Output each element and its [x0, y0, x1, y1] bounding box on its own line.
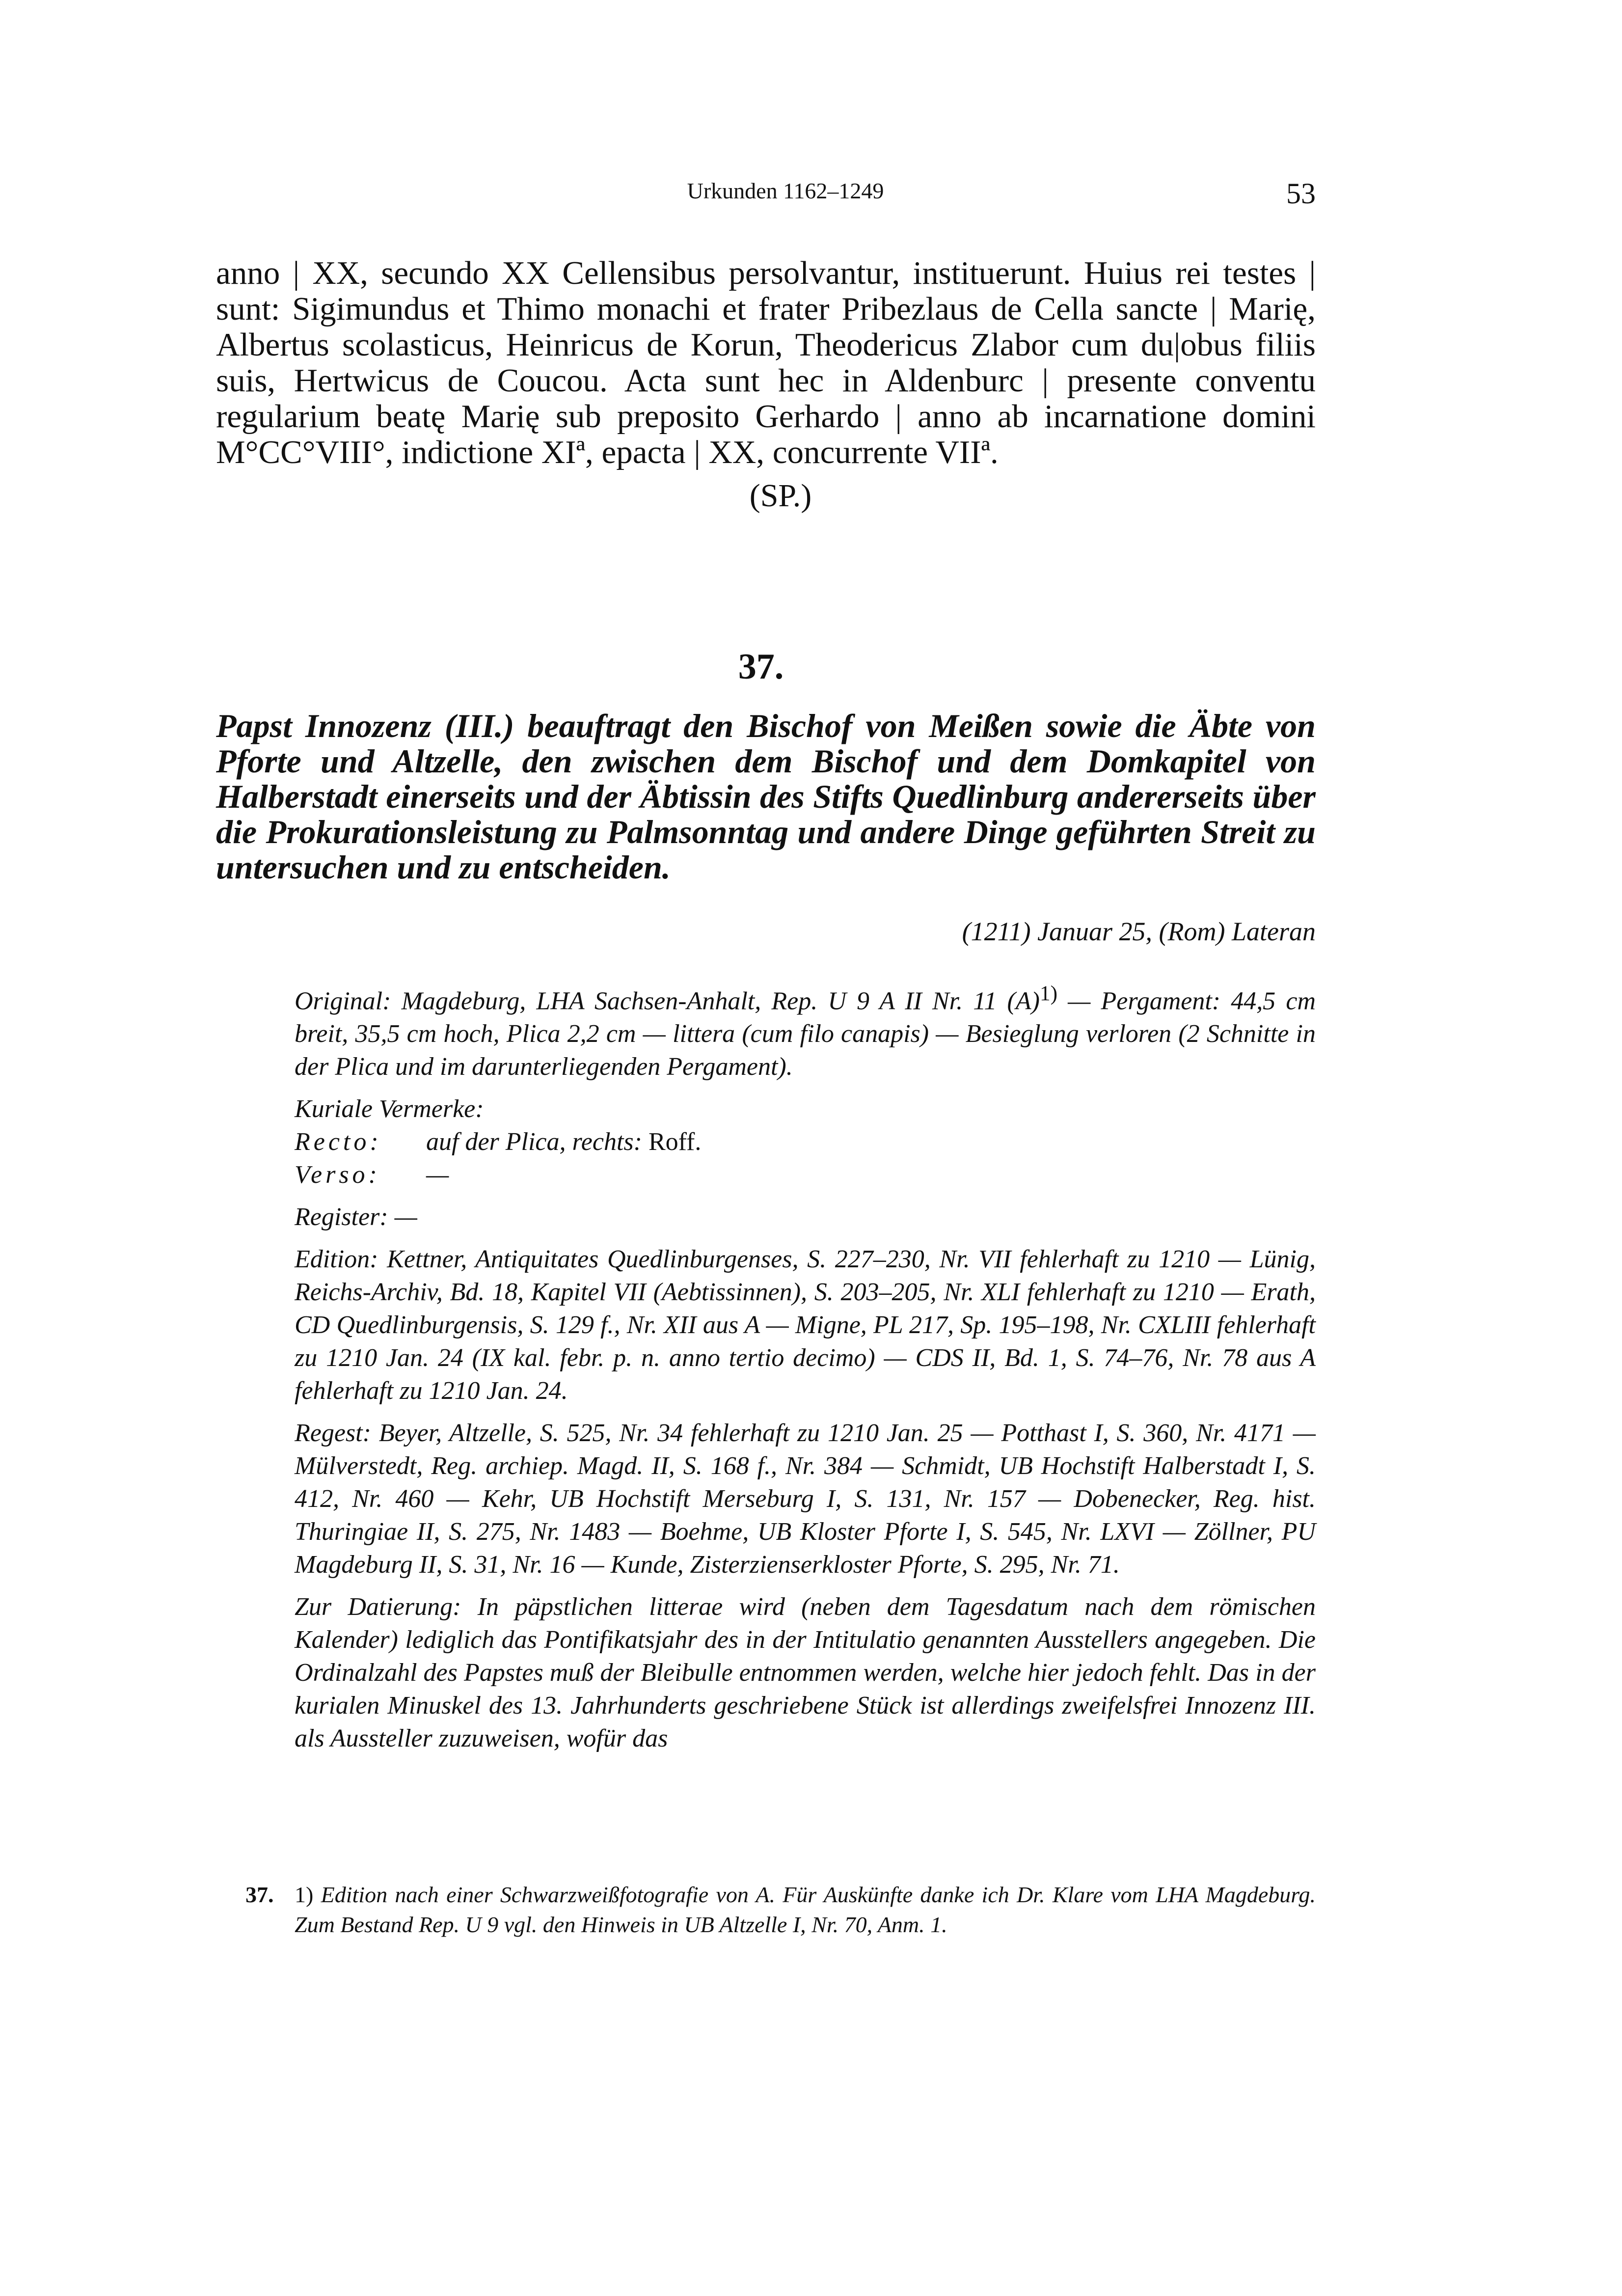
kuriale-vermerke-label: Kuriale Vermerke: — [295, 1095, 484, 1123]
original-text-a: Original: Magdeburg, LHA Sachsen-Anhalt, Rep. U 9 A II Nr. 11 (A) — [295, 987, 1040, 1015]
previous-charter-continuation — [216, 255, 1316, 470]
footnote-number: 1) — [295, 1882, 314, 1907]
page-number: 53 — [1286, 177, 1316, 210]
recto-value: Roff. — [648, 1128, 702, 1156]
edition-entry: Edition: Kettner, Antiquitates Quedlinburgenses, S. 227–230, Nr. VII fehlerhaft zu 1210 — Lünig, Reichs-Archiv, Bd. 18, Kapitel VII (Aebtissinnen), S. 203–205, Nr. XLI fehlerhaft zu 1210 — Erath, CD Quedlinburgensis, S. 129 f., Nr. XII aus A — Migne, PL 217, Sp. 195–198, Nr. CXLIII fehlerhaft zu 1210 Jan. 24 (IX kal. febr. p. n. anno tertio decimo) — CDS II, Bd. 1, S. 74–76, Nr. 78 aus A fehlerhaft zu 1210 Jan. 24. — [295, 1245, 1316, 1405]
running-head: Urkunden 1162–1249 — [687, 178, 884, 203]
footnote-marker: 1) — [1039, 982, 1058, 1005]
recto-text: auf der Plica, rechts: — [426, 1128, 642, 1156]
verso-value: — — [426, 1161, 449, 1189]
document-title: Papst Innozenz (III.) beauftragt den Bischof von Meißen sowie die Äbte von Pforte und Altzelle, den zwischen dem Bischof und dem Domkapitel von Halberstadt einerseits und der Äbtissin des Stifts Quedlinburg andererseits über die Prokurationsleistung zu Palmsonntag und andere Dinge geführten Streit zu untersuchen und zu entscheiden. — [216, 707, 1316, 886]
seal-note: (SP.) — [749, 478, 812, 514]
recto-line — [295, 1125, 1316, 1158]
footnote-body — [295, 1880, 1316, 1940]
critical-apparatus — [295, 977, 1316, 1764]
verso-line — [295, 1158, 1316, 1191]
dating-entry: Zur Datierung: In päpstlichen litterae wird (neben dem Tagesdatum nach dem römischen Kalender) lediglich das Pontifikatsjahr des in der Intitulatio genannten Ausstellers angegeben. Die Ordinalzahl des Papstes muß der Bleibulle entnommen werden, welche hier jedoch fehlt. Das in der kurialen Minuskel des 13. Jahrhunderts geschriebene Stück ist allerdings zweifelsfrei Innozenz III. als Aussteller zuzuweisen, wofür das — [295, 1593, 1316, 1753]
footnote — [245, 1880, 1316, 1940]
footnote-document-number: 37. — [245, 1882, 274, 1907]
regest-entry: Regest: Beyer, Altzelle, S. 525, Nr. 34 fehlerhaft zu 1210 Jan. 25 — Potthast I, S. 360, Nr. 4171 — Mülverstedt, Reg. archiep. Magd. II, S. 168 f., Nr. 384 — Schmidt, UB Hochstift Halberstadt I, S. 412, Nr. 460 — Kehr, UB Hochstift Merseburg I, S. 131, Nr. 157 — Dobenecker, Reg. hist. Thuringiae II, S. 275, Nr. 1483 — Boehme, UB Kloster Pforte I, S. 545, Nr. LXVI — Zöllner, PU Magdeburg II, S. 31, Nr. 16 — Kunde, Zisterzienserkloster Pforte, S. 295, Nr. 71. — [295, 1419, 1316, 1579]
footnote-text: Edition nach einer Schwarzweißfotografie von A. Für Auskünfte danke ich Dr. Klare vom LHA Magdeburg. Zum Bestand Rep. U 9 vgl. den Hinweis in UB Altzelle I, Nr. 70, Anm. 1. — [295, 1882, 1316, 1937]
recto-label: Recto: — [295, 1128, 382, 1156]
original-description — [295, 977, 1316, 1083]
document-number: 37. — [738, 647, 784, 687]
original-text-b: — Pergament: 44,5 cm breit, 35,5 cm hoch, Plica 2,2 cm — littera (cum filo canapis) — Besieglung verloren (2 Schnitte in der Plica und im darunterliegenden Pergament). — [295, 987, 1316, 1081]
continuation-text: anno | XX, secundo XX Cellensibus persolvantur, instituerunt. Huius rei testes | sunt: Sigimundus et Thimo monachi et frater Pribezlaus de Cella sancte | Marię, Albertus scolasticus, Heinricus de Korun, Theodericus Zlabor cum du|obus filiis suis, Hertwicus de Coucou. Acta sunt hec in Aldenburc | presente conventu regularium beatę Marię sub preposito Gerhardo | anno ab incarnatione domini M°CC°VIII°, indictione XIª, epacta | XX, concurrente VIIª. — [216, 255, 1316, 470]
register-entry: Register: — — [295, 1203, 417, 1231]
document-date: (1211) Januar 25, (Rom) Lateran — [962, 917, 1316, 946]
verso-label: Verso: — [295, 1161, 380, 1189]
